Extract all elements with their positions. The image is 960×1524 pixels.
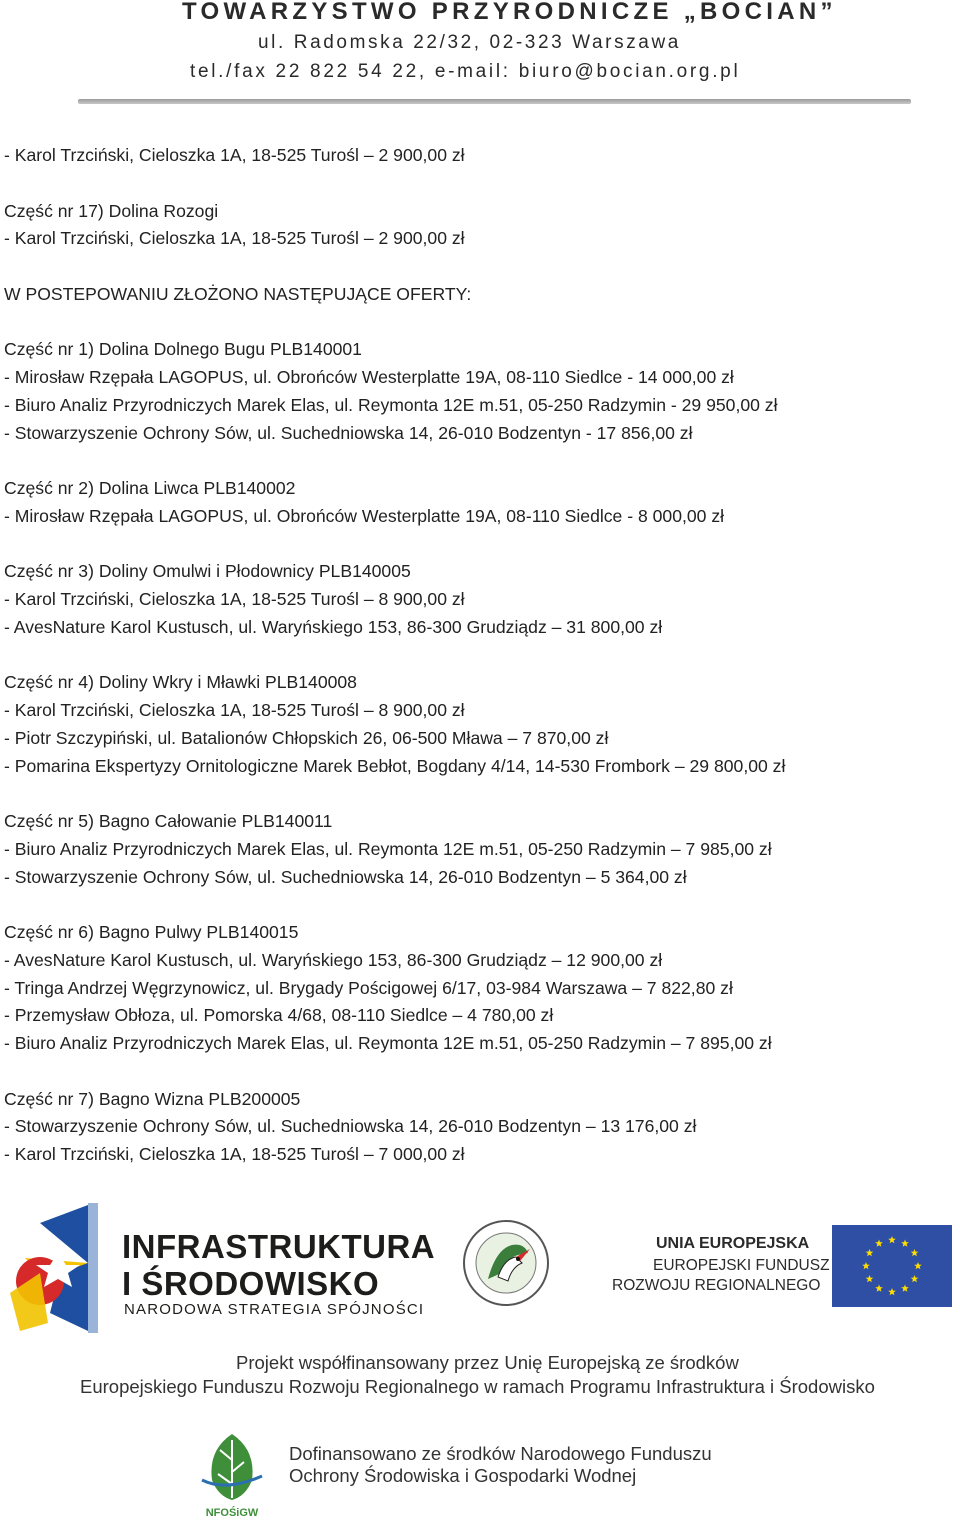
blank-line <box>4 531 954 559</box>
offer-line: - Mirosław Rzępała LAGOPUS, ul. Obrońców Westerplatte 19A, 08-110 Siedlce - 8 000,00 zł <box>4 505 725 526</box>
blank-line <box>4 253 954 281</box>
nfosigw-label: NFOŚiGW <box>205 1507 259 1519</box>
offer-line: - Pomarina Ekspertyzy Ornitologiczne Marek Bebłot, Bogdany 4/14, 14-530 Frombork – 29 800,00 zł <box>4 755 786 776</box>
strategia-subtitle: NARODOWA STRATEGIA SPÓJNOŚCI <box>124 1301 425 1318</box>
funding-footer <box>0 1195 960 1524</box>
section-heading: W POSTEPOWANIU ZŁOŻONO NASTĘPUJĄCE OFERTY: <box>4 283 472 304</box>
section-heading: Część nr 3) Doliny Omulwi i Płodownicy PLB140005 <box>4 561 411 582</box>
offer-line: - Karol Trzciński, Cieloszka 1A, 18-525 Turośl – 7 000,00 zł <box>4 1144 465 1164</box>
section-heading: Część nr 4) Doliny Wkry i Mławki PLB140008 <box>4 672 357 693</box>
blank-line <box>4 1058 954 1086</box>
offer-line: - Biuro Analiz Przyrodniczych Marek Elas, ul. Reymonta 12E m.51, 05-250 Radzymin – 7 985,00 zł <box>4 838 772 859</box>
offer-line: - Stowarzyszenie Ochrony Sów, ul. Suchedniowska 14, 26-010 Bodzentyn – 13 176,00 zł <box>4 1116 697 1137</box>
blank-line <box>4 780 954 808</box>
offer-line: - AvesNature Karol Kustusch, ul. Waryńskiego 153, 86-300 Grudziądz – 31 800,00 zł <box>4 616 663 637</box>
offer-line: - Biuro Analiz Przyrodniczych Marek Elas, ul. Reymonta 12E m.51, 05-250 Radzymin – 7 895,00 zł <box>4 1033 772 1053</box>
offer-line: - Przemysław Obłoza, ul. Pomorska 4/68, 08-110 Siedlce – 4 780,00 zł <box>4 1005 554 1026</box>
blank-line <box>4 170 954 198</box>
blank-line <box>4 891 954 919</box>
offer-line: - AvesNature Karol Kustusch, ul. Waryńskiego 153, 86-300 Grudziądz – 12 900,00 zł <box>4 949 663 970</box>
section-heading: Część nr 2) Dolina Liwca PLB140002 <box>4 478 296 498</box>
header-divider <box>78 99 911 104</box>
offer-line: - Piotr Szczypiński, ul. Batalionów Chłopskich 26, 06-500 Mława – 7 870,00 zł <box>4 727 609 748</box>
infrastruktura-title: INFRASTRUKTURA <box>122 1228 436 1265</box>
infrastruktura-logo <box>10 1203 120 1333</box>
section-heading: Część nr 7) Bagno Wizna PLB200005 <box>4 1088 301 1109</box>
section-heading: Część nr 5) Bagno Całowanie PLB140011 <box>4 811 333 831</box>
offer-line: - Stowarzyszenie Ochrony Sów, ul. Suchedniowska 14, 26-010 Bodzentyn - 17 856,00 zł <box>4 422 693 443</box>
offer-line: - Karol Trzciński, Cieloszka 1A, 18-525 Turośl – 2 900,00 zł <box>4 145 465 165</box>
offer-line: - Karol Trzciński, Cieloszka 1A, 18-525 Turośl – 8 900,00 zł <box>4 589 465 609</box>
offer-line: - Karol Trzciński, Cieloszka 1A, 18-525 Turośl – 2 900,00 zł <box>4 228 465 249</box>
eu-regional-line: ROZWOJU REGIONALNEGO <box>612 1277 821 1294</box>
nfosigw-line1: Dofinansowano ze środków Narodowego Funduszu <box>289 1443 712 1464</box>
nfosigw-line2: Ochrony Środowiska i Gospodarki Wodnej <box>289 1465 637 1486</box>
offer-line: - Karol Trzciński, Cieloszka 1A, 18-525 Turośl – 8 900,00 zł <box>4 700 465 720</box>
offer-line: - Mirosław Rzępała LAGOPUS, ul. Obrońców Westerplatte 19A, 08-110 Siedlce - 14 000,00 zł <box>4 367 734 387</box>
eu-title: UNIA EUROPEJSKA <box>656 1235 810 1252</box>
org-name: TOWARZYSTWO PRZYRODNICZE „BOCIAN” <box>182 0 837 25</box>
org-address: ul. Radomska 22/32, 02-323 Warszawa <box>258 32 681 53</box>
project-cofinancing-line2: Europejskiego Funduszu Rozwoju Regionalnego w ramach Programu Infrastruktura i Środowisko <box>80 1376 875 1397</box>
offer-line: - Stowarzyszenie Ochrony Sów, ul. Suchedniowska 14, 26-010 Bodzentyn – 5 364,00 zł <box>4 866 687 887</box>
offer-line: - Biuro Analiz Przyrodniczych Marek Elas, ul. Reymonta 12E m.51, 05-250 Radzymin - 29 950,00 zł <box>4 394 778 415</box>
srodowisko-title: I ŚRODOWISKO <box>122 1265 380 1302</box>
project-cofinancing-line1: Projekt współfinansowany przez Unię Europejską ze środków <box>236 1352 739 1373</box>
offers-list <box>4 142 954 1169</box>
eu-fund-line: EUROPEJSKI FUNDUSZ <box>653 1257 830 1274</box>
blank-line <box>4 642 954 670</box>
blank-line <box>4 447 954 475</box>
section-heading: Część nr 6) Bagno Pulwy PLB140015 <box>4 922 299 942</box>
nfosigw-logo <box>196 1430 268 1520</box>
section-heading: Część nr 17) Dolina Rozogi <box>4 200 219 221</box>
blank-line <box>4 309 954 337</box>
section-heading: Część nr 1) Dolina Dolnego Bugu PLB140001 <box>4 339 362 360</box>
letterhead <box>0 0 960 110</box>
bocian-logo <box>462 1219 550 1307</box>
offer-line: - Tringa Andrzej Węgrzynowicz, ul. Brygady Pościgowej 6/17, 03-984 Warszawa – 7 822,80 zł <box>4 977 733 998</box>
eu-flag-icon <box>832 1225 952 1307</box>
org-contact: tel./fax 22 822 54 22, e-mail: biuro@bocian.org.pl <box>190 61 741 82</box>
